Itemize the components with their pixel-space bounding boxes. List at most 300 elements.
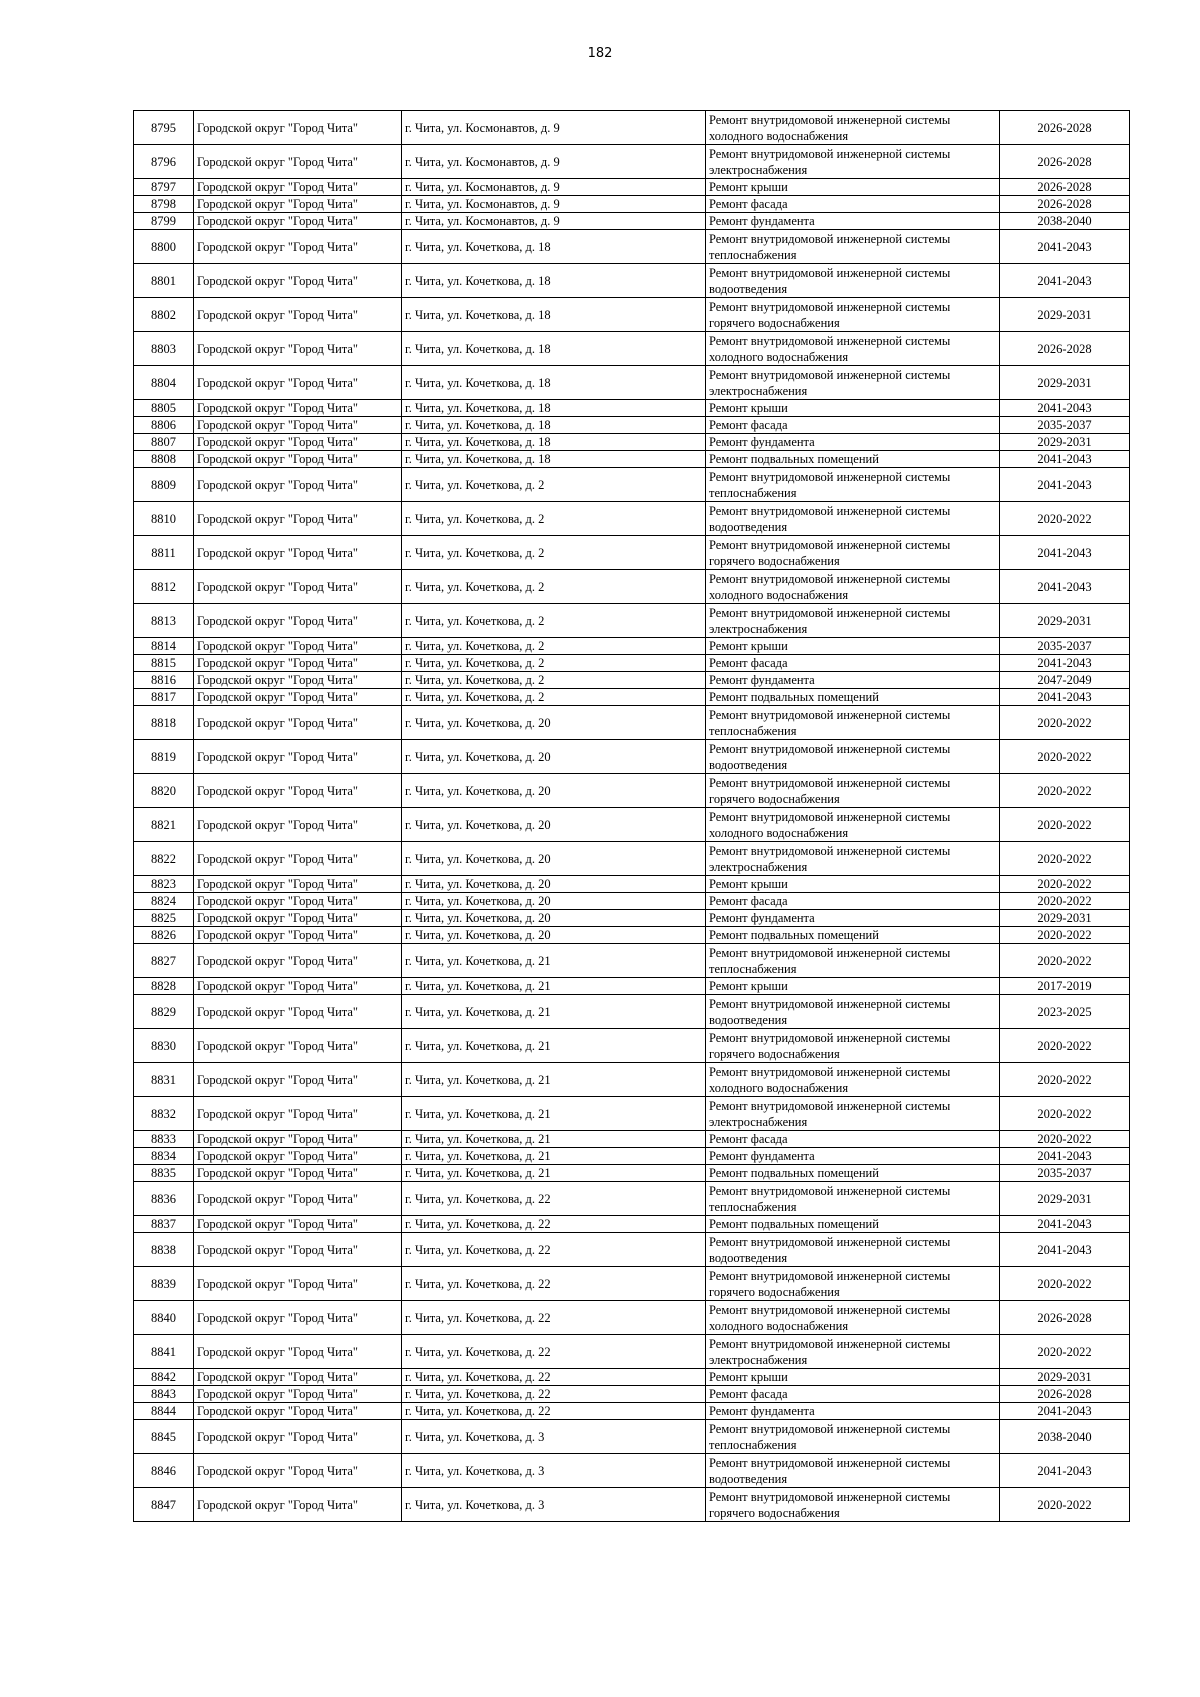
- period-cell: 2020-2022: [1000, 1063, 1130, 1097]
- address-cell: г. Чита, ул. Кочеткова, д. 22: [402, 1182, 706, 1216]
- table-row: [134, 230, 1130, 264]
- municipality-cell: Городской округ "Город Чита": [194, 468, 402, 502]
- period-cell: 2026-2028: [1000, 1301, 1130, 1335]
- address-cell: г. Чита, ул. Кочеткова, д. 2: [402, 655, 706, 672]
- row-number: 8838: [134, 1233, 194, 1267]
- page-number: 182: [587, 46, 613, 61]
- table-row: [134, 1488, 1130, 1522]
- table-row: [134, 910, 1130, 927]
- municipality-cell: Городской округ "Город Чита": [194, 1063, 402, 1097]
- work-type-cell: Ремонт фасада: [706, 1386, 1000, 1403]
- municipality-cell: Городской округ "Город Чита": [194, 400, 402, 417]
- row-number: 8808: [134, 451, 194, 468]
- address-cell: г. Чита, ул. Кочеткова, д. 18: [402, 366, 706, 400]
- row-number: 8840: [134, 1301, 194, 1335]
- period-cell: 2026-2028: [1000, 179, 1130, 196]
- address-cell: г. Чита, ул. Кочеткова, д. 3: [402, 1454, 706, 1488]
- address-cell: г. Чита, ул. Кочеткова, д. 20: [402, 706, 706, 740]
- address-cell: г. Чита, ул. Космонавтов, д. 9: [402, 196, 706, 213]
- table-row: [134, 145, 1130, 179]
- work-type-cell: Ремонт фундамента: [706, 213, 1000, 230]
- period-cell: 2041-2043: [1000, 689, 1130, 706]
- work-type-cell: Ремонт фасада: [706, 196, 1000, 213]
- table-body: [134, 111, 1130, 1522]
- work-type-cell: Ремонт внутридомовой инженерной системы горячего водоснабжения: [706, 1029, 1000, 1063]
- address-cell: г. Чита, ул. Кочеткова, д. 18: [402, 230, 706, 264]
- table-row: [134, 332, 1130, 366]
- municipality-cell: Городской округ "Город Чита": [194, 927, 402, 944]
- period-cell: 2041-2043: [1000, 536, 1130, 570]
- address-cell: г. Чита, ул. Кочеткова, д. 20: [402, 893, 706, 910]
- work-type-cell: Ремонт крыши: [706, 978, 1000, 995]
- address-cell: г. Чита, ул. Кочеткова, д. 22: [402, 1233, 706, 1267]
- address-cell: г. Чита, ул. Кочеткова, д. 2: [402, 638, 706, 655]
- address-cell: г. Чита, ул. Кочеткова, д. 21: [402, 1148, 706, 1165]
- table-row: [134, 536, 1130, 570]
- period-cell: 2020-2022: [1000, 1131, 1130, 1148]
- row-number: 8826: [134, 927, 194, 944]
- table-row: [134, 1301, 1130, 1335]
- period-cell: 2017-2019: [1000, 978, 1130, 995]
- row-number: 8824: [134, 893, 194, 910]
- municipality-cell: Городской округ "Город Чита": [194, 298, 402, 332]
- municipality-cell: Городской округ "Город Чита": [194, 1386, 402, 1403]
- address-cell: г. Чита, ул. Кочеткова, д. 18: [402, 332, 706, 366]
- period-cell: 2041-2043: [1000, 1148, 1130, 1165]
- work-type-cell: Ремонт внутридомовой инженерной системы водоотведения: [706, 995, 1000, 1029]
- work-type-cell: Ремонт внутридомовой инженерной системы электроснабжения: [706, 366, 1000, 400]
- work-type-cell: Ремонт фундамента: [706, 910, 1000, 927]
- row-number: 8846: [134, 1454, 194, 1488]
- row-number: 8801: [134, 264, 194, 298]
- row-number: 8797: [134, 179, 194, 196]
- table-row: [134, 1335, 1130, 1369]
- period-cell: 2029-2031: [1000, 1182, 1130, 1216]
- municipality-cell: Городской округ "Город Чита": [194, 1233, 402, 1267]
- municipality-cell: Городской округ "Город Чита": [194, 1335, 402, 1369]
- work-type-cell: Ремонт внутридомовой инженерной системы холодного водоснабжения: [706, 808, 1000, 842]
- table-row: [134, 1454, 1130, 1488]
- address-cell: г. Чита, ул. Кочеткова, д. 2: [402, 468, 706, 502]
- address-cell: г. Чита, ул. Кочеткова, д. 20: [402, 740, 706, 774]
- period-cell: 2041-2043: [1000, 468, 1130, 502]
- period-cell: 2020-2022: [1000, 1335, 1130, 1369]
- work-type-cell: Ремонт внутридомовой инженерной системы электроснабжения: [706, 842, 1000, 876]
- table-row: [134, 995, 1130, 1029]
- work-type-cell: Ремонт крыши: [706, 179, 1000, 196]
- municipality-cell: Городской округ "Город Чита": [194, 1216, 402, 1233]
- work-type-cell: Ремонт фасада: [706, 417, 1000, 434]
- table-row: [134, 706, 1130, 740]
- table-row: [134, 179, 1130, 196]
- row-number: 8813: [134, 604, 194, 638]
- period-cell: 2038-2040: [1000, 213, 1130, 230]
- period-cell: 2023-2025: [1000, 995, 1130, 1029]
- work-type-cell: Ремонт внутридомовой инженерной системы электроснабжения: [706, 1097, 1000, 1131]
- row-number: 8795: [134, 111, 194, 145]
- municipality-cell: Городской округ "Город Чита": [194, 944, 402, 978]
- table-row: [134, 893, 1130, 910]
- row-number: 8844: [134, 1403, 194, 1420]
- address-cell: г. Чита, ул. Кочеткова, д. 22: [402, 1216, 706, 1233]
- table-row: [134, 213, 1130, 230]
- row-number: 8847: [134, 1488, 194, 1522]
- work-type-cell: Ремонт внутридомовой инженерной системы водоотведения: [706, 264, 1000, 298]
- table-row: [134, 740, 1130, 774]
- work-type-cell: Ремонт внутридомовой инженерной системы горячего водоснабжения: [706, 298, 1000, 332]
- period-cell: 2035-2037: [1000, 638, 1130, 655]
- table-row: [134, 1403, 1130, 1420]
- work-type-cell: Ремонт подвальных помещений: [706, 927, 1000, 944]
- table-row: [134, 1369, 1130, 1386]
- address-cell: г. Чита, ул. Кочеткова, д. 2: [402, 604, 706, 638]
- work-type-cell: Ремонт внутридомовой инженерной системы холодного водоснабжения: [706, 1063, 1000, 1097]
- row-number: 8833: [134, 1131, 194, 1148]
- address-cell: г. Чита, ул. Кочеткова, д. 22: [402, 1369, 706, 1386]
- work-type-cell: Ремонт подвальных помещений: [706, 451, 1000, 468]
- municipality-cell: Городской округ "Город Чита": [194, 740, 402, 774]
- table-row: [134, 1386, 1130, 1403]
- municipality-cell: Городской округ "Город Чита": [194, 502, 402, 536]
- table-row: [134, 196, 1130, 213]
- period-cell: 2020-2022: [1000, 1029, 1130, 1063]
- address-cell: г. Чита, ул. Кочеткова, д. 22: [402, 1301, 706, 1335]
- address-cell: г. Чита, ул. Кочеткова, д. 20: [402, 910, 706, 927]
- address-cell: г. Чита, ул. Кочеткова, д. 20: [402, 774, 706, 808]
- work-type-cell: Ремонт подвальных помещений: [706, 1216, 1000, 1233]
- row-number: 8825: [134, 910, 194, 927]
- period-cell: 2026-2028: [1000, 111, 1130, 145]
- municipality-cell: Городской округ "Город Чита": [194, 434, 402, 451]
- row-number: 8804: [134, 366, 194, 400]
- row-number: 8805: [134, 400, 194, 417]
- municipality-cell: Городской округ "Город Чита": [194, 1369, 402, 1386]
- address-cell: г. Чита, ул. Кочеткова, д. 18: [402, 434, 706, 451]
- row-number: 8809: [134, 468, 194, 502]
- row-number: 8823: [134, 876, 194, 893]
- row-number: 8799: [134, 213, 194, 230]
- work-type-cell: Ремонт внутридомовой инженерной системы теплоснабжения: [706, 706, 1000, 740]
- municipality-cell: Городской округ "Город Чита": [194, 876, 402, 893]
- address-cell: г. Чита, ул. Кочеткова, д. 2: [402, 689, 706, 706]
- municipality-cell: Городской округ "Город Чита": [194, 1182, 402, 1216]
- address-cell: г. Чита, ул. Кочеткова, д. 20: [402, 876, 706, 893]
- address-cell: г. Чита, ул. Кочеткова, д. 21: [402, 1097, 706, 1131]
- work-type-cell: Ремонт крыши: [706, 400, 1000, 417]
- work-type-cell: Ремонт внутридомовой инженерной системы теплоснабжения: [706, 468, 1000, 502]
- period-cell: 2026-2028: [1000, 196, 1130, 213]
- municipality-cell: Городской округ "Город Чита": [194, 1488, 402, 1522]
- work-type-cell: Ремонт внутридомовой инженерной системы теплоснабжения: [706, 1420, 1000, 1454]
- municipality-cell: Городской округ "Город Чита": [194, 842, 402, 876]
- period-cell: 2020-2022: [1000, 1267, 1130, 1301]
- work-type-cell: Ремонт внутридомовой инженерной системы электроснабжения: [706, 1335, 1000, 1369]
- table-row: [134, 978, 1130, 995]
- municipality-cell: Городской округ "Город Чита": [194, 536, 402, 570]
- municipality-cell: Городской округ "Город Чита": [194, 1165, 402, 1182]
- period-cell: 2026-2028: [1000, 332, 1130, 366]
- municipality-cell: Городской округ "Город Чита": [194, 1403, 402, 1420]
- work-type-cell: Ремонт внутридомовой инженерной системы горячего водоснабжения: [706, 1267, 1000, 1301]
- work-type-cell: Ремонт внутридомовой инженерной системы теплоснабжения: [706, 1182, 1000, 1216]
- address-cell: г. Чита, ул. Кочеткова, д. 21: [402, 1131, 706, 1148]
- row-number: 8796: [134, 145, 194, 179]
- work-type-cell: Ремонт внутридомовой инженерной системы теплоснабжения: [706, 230, 1000, 264]
- table-row: [134, 298, 1130, 332]
- row-number: 8842: [134, 1369, 194, 1386]
- table-row: [134, 570, 1130, 604]
- address-cell: г. Чита, ул. Кочеткова, д. 2: [402, 672, 706, 689]
- table-row: [134, 1165, 1130, 1182]
- work-type-cell: Ремонт фундамента: [706, 1403, 1000, 1420]
- row-number: 8830: [134, 1029, 194, 1063]
- table-row: [134, 1063, 1130, 1097]
- municipality-cell: Городской округ "Город Чита": [194, 978, 402, 995]
- municipality-cell: Городской округ "Город Чита": [194, 1301, 402, 1335]
- work-type-cell: Ремонт внутридомовой инженерной системы водоотведения: [706, 1233, 1000, 1267]
- table-row: [134, 1216, 1130, 1233]
- row-number: 8822: [134, 842, 194, 876]
- row-number: 8811: [134, 536, 194, 570]
- address-cell: г. Чита, ул. Кочеткова, д. 3: [402, 1420, 706, 1454]
- municipality-cell: Городской округ "Город Чита": [194, 706, 402, 740]
- table-row: [134, 1131, 1130, 1148]
- row-number: 8843: [134, 1386, 194, 1403]
- row-number: 8820: [134, 774, 194, 808]
- municipality-cell: Городской округ "Город Чита": [194, 366, 402, 400]
- address-cell: г. Чита, ул. Кочеткова, д. 18: [402, 400, 706, 417]
- address-cell: г. Чита, ул. Кочеткова, д. 3: [402, 1488, 706, 1522]
- period-cell: 2041-2043: [1000, 230, 1130, 264]
- address-cell: г. Чита, ул. Кочеткова, д. 22: [402, 1403, 706, 1420]
- table-row: [134, 1029, 1130, 1063]
- row-number: 8836: [134, 1182, 194, 1216]
- work-type-cell: Ремонт фасада: [706, 1131, 1000, 1148]
- period-cell: 2041-2043: [1000, 1403, 1130, 1420]
- period-cell: 2047-2049: [1000, 672, 1130, 689]
- address-cell: г. Чита, ул. Кочеткова, д. 22: [402, 1386, 706, 1403]
- work-type-cell: Ремонт крыши: [706, 1369, 1000, 1386]
- period-cell: 2029-2031: [1000, 298, 1130, 332]
- period-cell: 2035-2037: [1000, 417, 1130, 434]
- row-number: 8821: [134, 808, 194, 842]
- work-type-cell: Ремонт внутридомовой инженерной системы горячего водоснабжения: [706, 536, 1000, 570]
- row-number: 8817: [134, 689, 194, 706]
- municipality-cell: Городской округ "Город Чита": [194, 1131, 402, 1148]
- period-cell: 2029-2031: [1000, 366, 1130, 400]
- municipality-cell: Городской округ "Город Чита": [194, 1454, 402, 1488]
- address-cell: г. Чита, ул. Космонавтов, д. 9: [402, 213, 706, 230]
- address-cell: г. Чита, ул. Кочеткова, д. 22: [402, 1267, 706, 1301]
- table-row: [134, 944, 1130, 978]
- period-cell: 2020-2022: [1000, 740, 1130, 774]
- work-type-cell: Ремонт внутридомовой инженерной системы холодного водоснабжения: [706, 332, 1000, 366]
- address-cell: г. Чита, ул. Кочеткова, д. 22: [402, 1335, 706, 1369]
- municipality-cell: Городской округ "Город Чита": [194, 1420, 402, 1454]
- table-row: [134, 1148, 1130, 1165]
- address-cell: г. Чита, ул. Космонавтов, д. 9: [402, 111, 706, 145]
- table-row: [134, 689, 1130, 706]
- address-cell: г. Чита, ул. Кочеткова, д. 18: [402, 417, 706, 434]
- work-type-cell: Ремонт фундамента: [706, 672, 1000, 689]
- row-number: 8827: [134, 944, 194, 978]
- repair-schedule-table: [133, 110, 1130, 1522]
- table-row: [134, 417, 1130, 434]
- row-number: 8815: [134, 655, 194, 672]
- table-row: [134, 451, 1130, 468]
- period-cell: 2020-2022: [1000, 1097, 1130, 1131]
- period-cell: 2029-2031: [1000, 604, 1130, 638]
- table-row: [134, 264, 1130, 298]
- address-cell: г. Чита, ул. Кочеткова, д. 2: [402, 570, 706, 604]
- municipality-cell: Городской округ "Город Чита": [194, 1267, 402, 1301]
- municipality-cell: Городской округ "Город Чита": [194, 145, 402, 179]
- period-cell: 2026-2028: [1000, 145, 1130, 179]
- address-cell: г. Чита, ул. Космонавтов, д. 9: [402, 179, 706, 196]
- row-number: 8828: [134, 978, 194, 995]
- period-cell: 2020-2022: [1000, 927, 1130, 944]
- period-cell: 2020-2022: [1000, 876, 1130, 893]
- period-cell: 2041-2043: [1000, 1454, 1130, 1488]
- table-row: [134, 111, 1130, 145]
- row-number: 8834: [134, 1148, 194, 1165]
- row-number: 8818: [134, 706, 194, 740]
- municipality-cell: Городской округ "Город Чита": [194, 1148, 402, 1165]
- table-row: [134, 1097, 1130, 1131]
- municipality-cell: Городской округ "Город Чита": [194, 995, 402, 1029]
- work-type-cell: Ремонт фасада: [706, 655, 1000, 672]
- work-type-cell: Ремонт внутридомовой инженерной системы холодного водоснабжения: [706, 570, 1000, 604]
- municipality-cell: Городской округ "Город Чита": [194, 264, 402, 298]
- address-cell: г. Чита, ул. Кочеткова, д. 18: [402, 451, 706, 468]
- address-cell: г. Чита, ул. Кочеткова, д. 21: [402, 1165, 706, 1182]
- table-row: [134, 1182, 1130, 1216]
- row-number: 8819: [134, 740, 194, 774]
- period-cell: 2020-2022: [1000, 944, 1130, 978]
- municipality-cell: Городской округ "Город Чита": [194, 808, 402, 842]
- table-row: [134, 1233, 1130, 1267]
- work-type-cell: Ремонт внутридомовой инженерной системы водоотведения: [706, 502, 1000, 536]
- period-cell: 2041-2043: [1000, 264, 1130, 298]
- table-row: [134, 434, 1130, 451]
- work-type-cell: Ремонт фундамента: [706, 1148, 1000, 1165]
- table-row: [134, 927, 1130, 944]
- municipality-cell: Городской округ "Город Чита": [194, 604, 402, 638]
- table-row: [134, 774, 1130, 808]
- table-row: [134, 808, 1130, 842]
- period-cell: 2020-2022: [1000, 842, 1130, 876]
- period-cell: 2020-2022: [1000, 808, 1130, 842]
- row-number: 8816: [134, 672, 194, 689]
- period-cell: 2038-2040: [1000, 1420, 1130, 1454]
- row-number: 8812: [134, 570, 194, 604]
- address-cell: г. Чита, ул. Кочеткова, д. 20: [402, 927, 706, 944]
- row-number: 8800: [134, 230, 194, 264]
- row-number: 8798: [134, 196, 194, 213]
- table-row: [134, 366, 1130, 400]
- period-cell: 2041-2043: [1000, 1233, 1130, 1267]
- address-cell: г. Чита, ул. Кочеткова, д. 21: [402, 978, 706, 995]
- period-cell: 2035-2037: [1000, 1165, 1130, 1182]
- period-cell: 2029-2031: [1000, 1369, 1130, 1386]
- address-cell: г. Чита, ул. Кочеткова, д. 2: [402, 536, 706, 570]
- period-cell: 2029-2031: [1000, 910, 1130, 927]
- address-cell: г. Чита, ул. Кочеткова, д. 20: [402, 842, 706, 876]
- table-row: [134, 468, 1130, 502]
- table-row: [134, 842, 1130, 876]
- work-type-cell: Ремонт внутридомовой инженерной системы электроснабжения: [706, 604, 1000, 638]
- period-cell: 2020-2022: [1000, 1488, 1130, 1522]
- row-number: 8806: [134, 417, 194, 434]
- work-type-cell: Ремонт внутридомовой инженерной системы теплоснабжения: [706, 944, 1000, 978]
- period-cell: 2020-2022: [1000, 706, 1130, 740]
- table-row: [134, 1420, 1130, 1454]
- row-number: 8803: [134, 332, 194, 366]
- period-cell: 2020-2022: [1000, 774, 1130, 808]
- address-cell: г. Чита, ул. Космонавтов, д. 9: [402, 145, 706, 179]
- work-type-cell: Ремонт внутридомовой инженерной системы горячего водоснабжения: [706, 774, 1000, 808]
- address-cell: г. Чита, ул. Кочеткова, д. 18: [402, 264, 706, 298]
- table-row: [134, 672, 1130, 689]
- municipality-cell: Городской округ "Город Чита": [194, 638, 402, 655]
- municipality-cell: Городской округ "Город Чита": [194, 910, 402, 927]
- work-type-cell: Ремонт внутридомовой инженерной системы холодного водоснабжения: [706, 1301, 1000, 1335]
- work-type-cell: Ремонт крыши: [706, 638, 1000, 655]
- address-cell: г. Чита, ул. Кочеткова, д. 21: [402, 944, 706, 978]
- municipality-cell: Городской округ "Город Чита": [194, 196, 402, 213]
- municipality-cell: Городской округ "Город Чита": [194, 1029, 402, 1063]
- row-number: 8829: [134, 995, 194, 1029]
- row-number: 8832: [134, 1097, 194, 1131]
- address-cell: г. Чита, ул. Кочеткова, д. 18: [402, 298, 706, 332]
- work-type-cell: Ремонт внутридомовой инженерной системы водоотведения: [706, 740, 1000, 774]
- table-row: [134, 400, 1130, 417]
- period-cell: 2041-2043: [1000, 451, 1130, 468]
- table-row: [134, 1267, 1130, 1301]
- work-type-cell: Ремонт внутридомовой инженерной системы горячего водоснабжения: [706, 1488, 1000, 1522]
- period-cell: 2041-2043: [1000, 1216, 1130, 1233]
- work-type-cell: Ремонт подвальных помещений: [706, 1165, 1000, 1182]
- municipality-cell: Городской округ "Город Чита": [194, 230, 402, 264]
- work-type-cell: Ремонт подвальных помещений: [706, 689, 1000, 706]
- table-row: [134, 638, 1130, 655]
- work-type-cell: Ремонт внутридомовой инженерной системы электроснабжения: [706, 145, 1000, 179]
- address-cell: г. Чита, ул. Кочеткова, д. 2: [402, 502, 706, 536]
- work-type-cell: Ремонт фундамента: [706, 434, 1000, 451]
- municipality-cell: Городской округ "Город Чита": [194, 111, 402, 145]
- municipality-cell: Городской округ "Город Чита": [194, 451, 402, 468]
- work-type-cell: Ремонт внутридомовой инженерной системы водоотведения: [706, 1454, 1000, 1488]
- row-number: 8837: [134, 1216, 194, 1233]
- period-cell: 2020-2022: [1000, 893, 1130, 910]
- period-cell: 2020-2022: [1000, 502, 1130, 536]
- period-cell: 2041-2043: [1000, 400, 1130, 417]
- work-type-cell: Ремонт внутридомовой инженерной системы холодного водоснабжения: [706, 111, 1000, 145]
- row-number: 8807: [134, 434, 194, 451]
- table-row: [134, 655, 1130, 672]
- address-cell: г. Чита, ул. Кочеткова, д. 21: [402, 1063, 706, 1097]
- row-number: 8831: [134, 1063, 194, 1097]
- municipality-cell: Городской округ "Город Чита": [194, 179, 402, 196]
- row-number: 8835: [134, 1165, 194, 1182]
- municipality-cell: Городской округ "Город Чита": [194, 689, 402, 706]
- row-number: 8839: [134, 1267, 194, 1301]
- address-cell: г. Чита, ул. Кочеткова, д. 21: [402, 1029, 706, 1063]
- row-number: 8841: [134, 1335, 194, 1369]
- municipality-cell: Городской округ "Город Чита": [194, 655, 402, 672]
- row-number: 8802: [134, 298, 194, 332]
- municipality-cell: Городской округ "Город Чита": [194, 1097, 402, 1131]
